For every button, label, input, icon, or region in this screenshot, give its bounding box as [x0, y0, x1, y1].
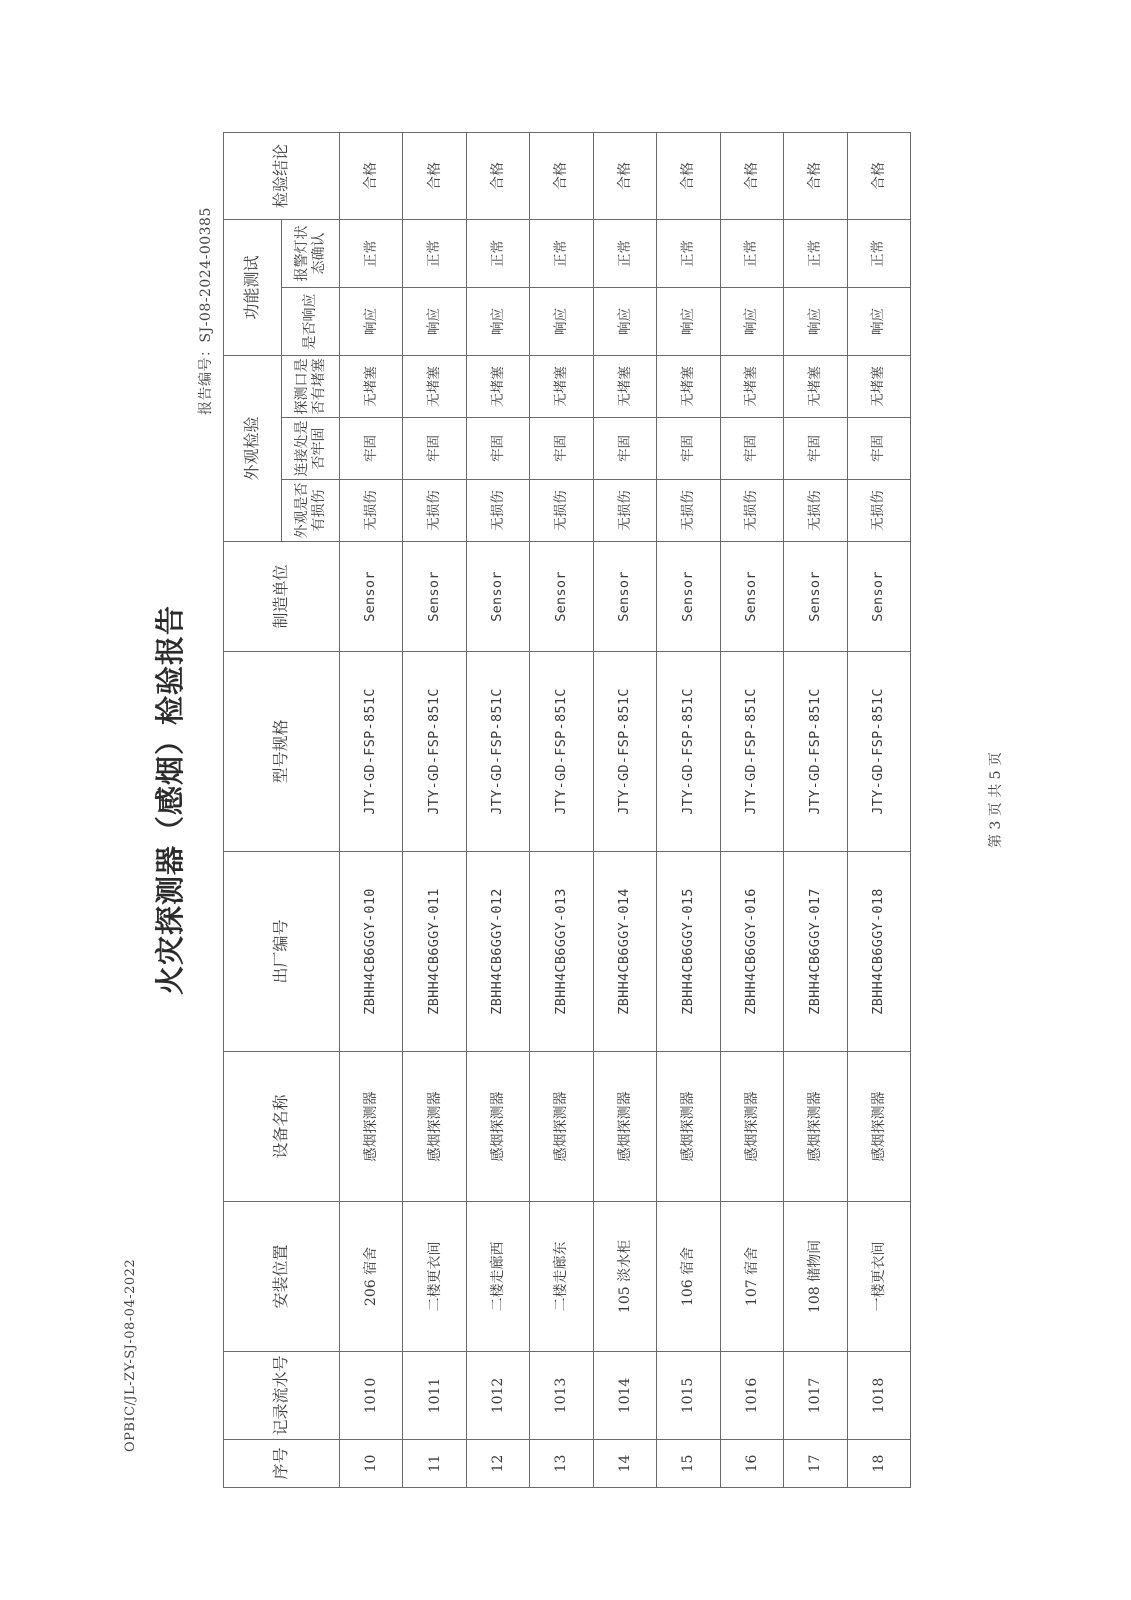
cell-appearance-damage: 无损伤 — [784, 480, 847, 542]
cell-alarm-light: 正常 — [530, 219, 593, 287]
cell-appearance-damage: 无损伤 — [720, 480, 783, 542]
header-connection-secure: 连接处是否牢固 — [282, 418, 340, 480]
cell-port-blocked: 无堵塞 — [466, 355, 529, 417]
cell-port-blocked: 无堵塞 — [847, 355, 911, 417]
cell-model: JTY-GD-FSP-851C — [530, 652, 593, 852]
cell-appearance-damage: 无损伤 — [466, 480, 529, 542]
cell-location: 一楼更衣间 — [847, 1202, 911, 1352]
inspection-table — [223, 132, 911, 1488]
cell-responds: 响应 — [847, 287, 911, 355]
header-alarm-light: 报警灯状态确认 — [282, 219, 340, 287]
cell-conclusion: 合格 — [340, 132, 403, 219]
cell-location: 107 宿舍 — [720, 1202, 783, 1352]
cell-seq: 13 — [530, 1440, 593, 1488]
cell-model: JTY-GD-FSP-851C — [340, 652, 403, 852]
cell-connection-secure: 牢固 — [657, 418, 720, 480]
cell-responds: 响应 — [657, 287, 720, 355]
table-row — [657, 132, 720, 1487]
cell-port-blocked: 无堵塞 — [340, 355, 403, 417]
cell-alarm-light: 正常 — [657, 219, 720, 287]
cell-connection-secure: 牢固 — [466, 418, 529, 480]
cell-serial-no: ZBHH4CB6GGY-014 — [593, 852, 656, 1052]
cell-connection-secure: 牢固 — [847, 418, 911, 480]
cell-location: 二楼走廊东 — [530, 1202, 593, 1352]
cell-device-name: 感烟探测器 — [593, 1052, 656, 1202]
cell-location: 二楼更衣间 — [403, 1202, 466, 1352]
page-title: 火灾探测器（感烟）检验报告 — [153, 605, 187, 996]
cell-alarm-light: 正常 — [593, 219, 656, 287]
cell-alarm-light: 正常 — [466, 219, 529, 287]
cell-device-name: 感烟探测器 — [403, 1052, 466, 1202]
cell-seq: 12 — [466, 1440, 529, 1488]
cell-connection-secure: 牢固 — [720, 418, 783, 480]
header-manufacturer: 制造单位 — [224, 542, 340, 652]
cell-manufacturer: Sensor — [340, 542, 403, 652]
cell-manufacturer: Sensor — [593, 542, 656, 652]
cell-alarm-light: 正常 — [847, 219, 911, 287]
cell-appearance-damage: 无损伤 — [403, 480, 466, 542]
header-location: 安装位置 — [224, 1202, 340, 1352]
page-number: 第 3 页 共 5 页 — [988, 751, 1004, 849]
header-port-blocked: 探测口是否有堵塞 — [282, 355, 340, 417]
table-row — [466, 132, 529, 1487]
cell-location: 106 宿舍 — [657, 1202, 720, 1352]
header-conclusion: 检验结论 — [224, 132, 340, 219]
cell-serial-no: ZBHH4CB6GGY-011 — [403, 852, 466, 1052]
cell-location: 206 宿舍 — [340, 1202, 403, 1352]
cell-responds: 响应 — [530, 287, 593, 355]
cell-serial-no: ZBHH4CB6GGY-013 — [530, 852, 593, 1052]
cell-record-no: 1010 — [340, 1352, 403, 1440]
cell-seq: 10 — [340, 1440, 403, 1488]
cell-appearance-damage: 无损伤 — [657, 480, 720, 542]
cell-manufacturer: Sensor — [657, 542, 720, 652]
cell-port-blocked: 无堵塞 — [530, 355, 593, 417]
cell-model: JTY-GD-FSP-851C — [847, 652, 911, 852]
cell-port-blocked: 无堵塞 — [593, 355, 656, 417]
cell-location: 二楼走廊西 — [466, 1202, 529, 1352]
cell-responds: 响应 — [403, 287, 466, 355]
table-row — [847, 132, 911, 1487]
cell-serial-no: ZBHH4CB6GGY-017 — [784, 852, 847, 1052]
table-row — [530, 132, 593, 1487]
cell-record-no: 1017 — [784, 1352, 847, 1440]
cell-connection-secure: 牢固 — [403, 418, 466, 480]
cell-device-name: 感烟探测器 — [657, 1052, 720, 1202]
cell-serial-no: ZBHH4CB6GGY-010 — [340, 852, 403, 1052]
cell-conclusion: 合格 — [530, 132, 593, 219]
cell-location: 105 淡水柜 — [593, 1202, 656, 1352]
cell-connection-secure: 牢固 — [784, 418, 847, 480]
cell-record-no: 1011 — [403, 1352, 466, 1440]
form-code: OPBIC/JL-ZY-SJ-08-04-2022 — [123, 1258, 138, 1452]
cell-record-no: 1012 — [466, 1352, 529, 1440]
cell-manufacturer: Sensor — [403, 542, 466, 652]
header-appearance-group: 外观检验 — [224, 355, 282, 541]
cell-device-name: 感烟探测器 — [784, 1052, 847, 1202]
cell-serial-no: ZBHH4CB6GGY-016 — [720, 852, 783, 1052]
cell-model: JTY-GD-FSP-851C — [593, 652, 656, 852]
cell-conclusion: 合格 — [784, 132, 847, 219]
cell-record-no: 1014 — [593, 1352, 656, 1440]
cell-conclusion: 合格 — [593, 132, 656, 219]
cell-responds: 响应 — [784, 287, 847, 355]
cell-model: JTY-GD-FSP-851C — [657, 652, 720, 852]
table-row — [403, 132, 466, 1487]
header-model: 型号规格 — [224, 652, 340, 852]
cell-serial-no: ZBHH4CB6GGY-012 — [466, 852, 529, 1052]
cell-connection-secure: 牢固 — [340, 418, 403, 480]
cell-connection-secure: 牢固 — [530, 418, 593, 480]
header-appearance-damage: 外观是否有损伤 — [282, 480, 340, 542]
cell-record-no: 1013 — [530, 1352, 593, 1440]
cell-record-no: 1015 — [657, 1352, 720, 1440]
cell-manufacturer: Sensor — [720, 542, 783, 652]
cell-device-name: 感烟探测器 — [530, 1052, 593, 1202]
table-row — [340, 132, 403, 1487]
cell-alarm-light: 正常 — [403, 219, 466, 287]
cell-serial-no: ZBHH4CB6GGY-015 — [657, 852, 720, 1052]
header-device-name: 设备名称 — [224, 1052, 340, 1202]
cell-port-blocked: 无堵塞 — [657, 355, 720, 417]
cell-model: JTY-GD-FSP-851C — [466, 652, 529, 852]
cell-alarm-light: 正常 — [784, 219, 847, 287]
cell-responds: 响应 — [340, 287, 403, 355]
cell-record-no: 1018 — [847, 1352, 911, 1440]
cell-conclusion: 合格 — [657, 132, 720, 219]
cell-appearance-damage: 无损伤 — [593, 480, 656, 542]
cell-port-blocked: 无堵塞 — [720, 355, 783, 417]
cell-conclusion: 合格 — [847, 132, 911, 219]
cell-serial-no: ZBHH4CB6GGY-018 — [847, 852, 911, 1052]
cell-responds: 响应 — [466, 287, 529, 355]
cell-device-name: 感烟探测器 — [340, 1052, 403, 1202]
header-record-no: 记录流水号 — [224, 1352, 340, 1440]
cell-conclusion: 合格 — [466, 132, 529, 219]
cell-responds: 响应 — [593, 287, 656, 355]
cell-seq: 18 — [847, 1440, 911, 1488]
cell-record-no: 1016 — [720, 1352, 783, 1440]
cell-seq: 17 — [784, 1440, 847, 1488]
report-number: 报告编号：SJ-08-2024-00385 — [198, 207, 214, 415]
cell-port-blocked: 无堵塞 — [403, 355, 466, 417]
cell-manufacturer: Sensor — [466, 542, 529, 652]
cell-seq: 11 — [403, 1440, 466, 1488]
cell-model: JTY-GD-FSP-851C — [403, 652, 466, 852]
cell-conclusion: 合格 — [403, 132, 466, 219]
cell-device-name: 感烟探测器 — [720, 1052, 783, 1202]
cell-device-name: 感烟探测器 — [466, 1052, 529, 1202]
cell-appearance-damage: 无损伤 — [340, 480, 403, 542]
header-serial-no: 出厂编号 — [224, 852, 340, 1052]
cell-model: JTY-GD-FSP-851C — [720, 652, 783, 852]
header-function-group: 功能测试 — [224, 219, 282, 355]
cell-manufacturer: Sensor — [784, 542, 847, 652]
cell-seq: 16 — [720, 1440, 783, 1488]
header-seq: 序号 — [224, 1440, 340, 1488]
cell-device-name: 感烟探测器 — [847, 1052, 911, 1202]
cell-conclusion: 合格 — [720, 132, 783, 219]
cell-location: 108 储物间 — [784, 1202, 847, 1352]
cell-manufacturer: Sensor — [530, 542, 593, 652]
cell-seq: 14 — [593, 1440, 656, 1488]
table-row — [720, 132, 783, 1487]
cell-responds: 响应 — [720, 287, 783, 355]
cell-connection-secure: 牢固 — [593, 418, 656, 480]
table-row — [784, 132, 847, 1487]
cell-manufacturer: Sensor — [847, 542, 911, 652]
cell-appearance-damage: 无损伤 — [530, 480, 593, 542]
cell-port-blocked: 无堵塞 — [784, 355, 847, 417]
cell-alarm-light: 正常 — [340, 219, 403, 287]
header-responds: 是否响应 — [282, 287, 340, 355]
table-row — [593, 132, 656, 1487]
cell-seq: 15 — [657, 1440, 720, 1488]
cell-model: JTY-GD-FSP-851C — [784, 652, 847, 852]
cell-alarm-light: 正常 — [720, 219, 783, 287]
cell-appearance-damage: 无损伤 — [847, 480, 911, 542]
